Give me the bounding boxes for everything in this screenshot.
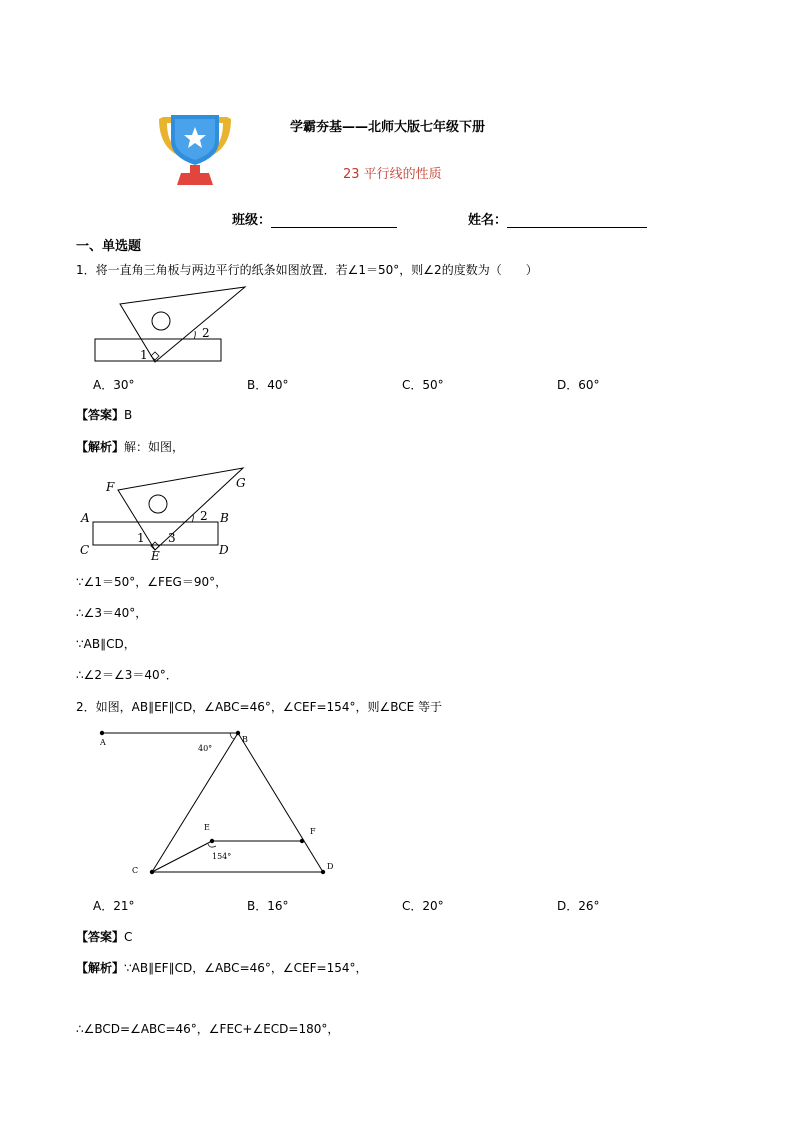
q1-figure xyxy=(90,283,250,365)
q2-stem: 2．如图，AB∥EF∥CD，∠ABC=46°，∠CEF=154°，则∠BCE 等于 xyxy=(76,700,443,714)
q2-option-b[interactable]: B．16° xyxy=(247,899,289,913)
q1-fig-label-2: 2 xyxy=(202,326,210,340)
name-field xyxy=(468,209,647,228)
class-blank[interactable] xyxy=(271,213,397,228)
q1-option-d[interactable]: D．60° xyxy=(557,378,600,392)
name-label: 姓名： xyxy=(468,213,508,228)
section-title: 一、单选题 xyxy=(76,239,142,254)
q1-stem: 1．将一直角三角板与两边平行的纸条如图放置．若∠1＝50°，则∠2的度数为（ ） xyxy=(76,263,538,277)
q2-analysis-first: ∵AB∥EF∥CD，∠ABC=46°，∠CEF=154°， xyxy=(124,961,368,975)
q1-option-a[interactable]: A．30° xyxy=(93,378,135,392)
q1-answer-value: B xyxy=(124,408,133,422)
q1-option-c[interactable]: C．50° xyxy=(402,378,444,392)
q1-fig2-label-A: A xyxy=(81,511,90,525)
q1-fig2-label-C: C xyxy=(80,543,90,557)
q1-analysis-figure xyxy=(76,462,256,562)
q2-analysis-second: ∴∠BCD=∠ABC=46°，∠FEC+∠ECD=180°， xyxy=(76,1022,340,1036)
q1-answer-label: 【答案】 xyxy=(76,408,125,422)
doc-subtitle: 23 平行线的性质 xyxy=(343,167,442,182)
q2-answer-value: C xyxy=(124,930,133,944)
q1-step-3: ∵AB∥CD， xyxy=(76,637,136,651)
q1-fig2-label-E: E xyxy=(151,549,160,562)
q2-figure xyxy=(90,725,350,885)
q1-fig2-label-3: 3 xyxy=(168,531,176,545)
q2-option-c[interactable]: C．20° xyxy=(402,899,444,913)
name-blank[interactable] xyxy=(507,213,647,228)
q2-option-d[interactable]: D．26° xyxy=(557,899,600,913)
q1-fig2-label-2: 2 xyxy=(200,509,208,523)
q2-fig-label-C: C xyxy=(132,866,139,875)
q1-step-1: ∵∠1＝50°，∠FEG＝90°， xyxy=(76,575,228,589)
q1-fig2-label-F: F xyxy=(106,480,115,494)
q2-analysis xyxy=(76,959,367,976)
q1-fig2-label-1: 1 xyxy=(137,531,145,545)
q1-fig2-label-G: G xyxy=(236,476,246,490)
q1-analysis-intro: 解：如图， xyxy=(124,440,185,454)
q1-analysis xyxy=(76,438,184,455)
q2-answer-label: 【答案】 xyxy=(76,930,125,944)
class-label: 班级： xyxy=(232,213,272,228)
q1-fig-label-1: 1 xyxy=(140,348,148,362)
q2-fig-angle-154: 154° xyxy=(212,852,232,861)
q2-fig-angle-40: 40° xyxy=(198,744,213,753)
trophy-logo xyxy=(155,113,235,188)
q2-fig-label-B: B xyxy=(242,735,248,744)
q1-step-4: ∴∠2＝∠3＝40°． xyxy=(76,668,178,682)
q2-analysis-label: 【解析】 xyxy=(76,961,125,975)
q1-analysis-label: 【解析】 xyxy=(76,440,125,454)
q1-answer xyxy=(76,406,132,423)
doc-title: 学霸夯基——北师大版七年级下册 xyxy=(290,120,486,135)
q2-fig-label-E: E xyxy=(204,823,210,832)
q2-option-a[interactable]: A．21° xyxy=(93,899,135,913)
class-field xyxy=(232,209,397,228)
q2-fig-label-F: F xyxy=(310,827,316,836)
q1-step-2: ∴∠3＝40°， xyxy=(76,606,148,620)
q2-fig-label-D: D xyxy=(327,862,334,871)
q1-fig2-label-D: D xyxy=(219,543,229,557)
q1-option-b[interactable]: B．40° xyxy=(247,378,289,392)
q2-answer xyxy=(76,928,132,945)
q1-fig2-label-B: B xyxy=(220,511,229,525)
q2-fig-label-A: A xyxy=(100,738,106,747)
